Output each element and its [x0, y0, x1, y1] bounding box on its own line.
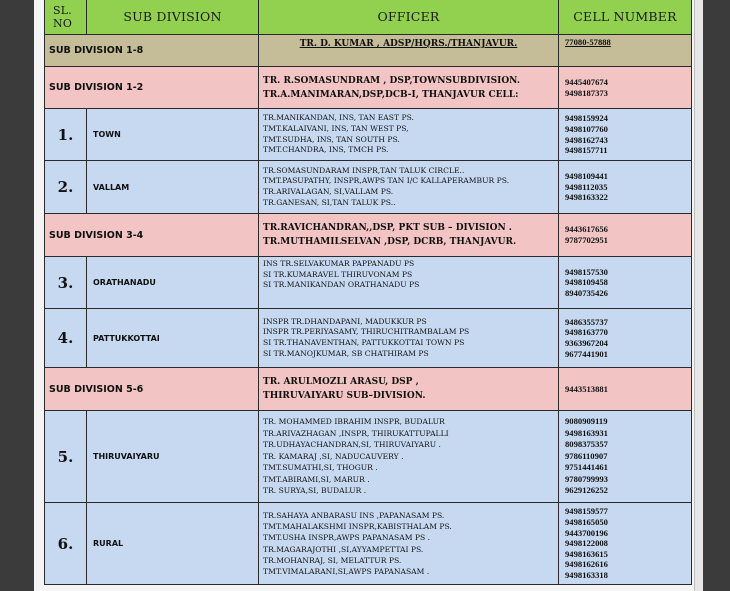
table-header-row — [45, 0, 692, 35]
row-number: 4. — [45, 309, 87, 368]
row-number: 2. — [45, 161, 87, 214]
cell-number-list: 9445407674 9498187373 — [559, 67, 692, 109]
cell-number: 9443513881 — [559, 368, 692, 411]
cell-number: 77080-57888 — [559, 35, 692, 67]
table-row-town — [45, 109, 692, 161]
sub-division-label: SUB DIVISION 1-2 — [45, 67, 259, 109]
table-row-rural — [45, 503, 692, 585]
table-row-pattukkottai — [45, 309, 692, 368]
officer-list: TR.SOMASUNDARAM INSPR,TAN TALUK CIRCLE.. TMT.PASUPATHY, INSPR,AWPS TAN I/C KALLAPERAMBUR PS. TR.ARIVALAGAN, SI,VALLAM PS. TR.GANESAN, SI,TAN TALUK PS.. — [259, 161, 559, 214]
cell-number-list: 9498159924 9498107760 9498162743 9498157711 — [559, 109, 692, 161]
row-number: 5. — [45, 411, 87, 503]
header-sub-division: SUB DIVISION — [87, 0, 259, 35]
station-name: THIRUVAIYARU — [87, 411, 259, 503]
cell-number-list: 9443617656 9787702951 — [559, 214, 692, 257]
officer-list: TR. MOHAMMED IBRAHIM INSPR, BUDALUR TR.ARIVAZHAGAN ,INSPR, THIRUKATTUPALLI TR.UDHAYACHANDRAN,SI, THIRUVAIYARU . TR. KAMARAJ ,SI, NADUCAUVERY . TMT.SUMATHI,SI, THOGUR . TMT.ABIRAMI,SI, MARUR . TR. SURYA,SI, BUDALUR . — [259, 411, 559, 503]
table-row-vallam — [45, 161, 692, 214]
officer-list: TR.RAVICHANDRAN,,DSP, PKT SUB – DIVISION . TR.MUTHAMILSELVAN ,DSP, DCRB, THANJAVUR. — [259, 214, 559, 257]
officer-list: TR. R.SOMASUNDRAM , DSP,TOWNSUBDIVISION. TR.A.MANIMARAN,DSP,DCB-I, THANJAVUR CELL: — [259, 67, 559, 109]
cell-number-list: 9486355737 9498163770 9363967204 9677441901 — [559, 309, 692, 368]
cell-number-list: 9498157530 9498109458 8940735426 — [559, 257, 692, 309]
officer-name: TR. D. KUMAR , ADSP/HQRS./THANJAVUR. — [259, 35, 559, 67]
header-cell-number: CELL NUMBER — [559, 0, 692, 35]
row-number: 3. — [45, 257, 87, 309]
cell-number-list: 9498159577 9498165050 9443700196 9498122008 9498163615 9498162616 9498163318 — [559, 503, 692, 585]
station-name: TOWN — [87, 109, 259, 161]
table-row-sub-division-1-2 — [45, 67, 692, 109]
header-slno: SL. NO — [45, 0, 87, 35]
sub-division-label: SUB DIVISION 3-4 — [45, 214, 259, 257]
header-officer: OFFICER — [259, 0, 559, 35]
row-number: 6. — [45, 503, 87, 585]
station-name: PATTUKKOTTAI — [87, 309, 259, 368]
row-number: 1. — [45, 109, 87, 161]
station-name: VALLAM — [87, 161, 259, 214]
cell-number-list: 9080909119 9498163931 8098375357 9786110907 9751441461 9780799993 9629126252 — [559, 411, 692, 503]
table-row-thiruvaiyaru — [45, 411, 692, 503]
officer-list: TR.SAHAYA ANBARASU INS ,PAPANASAM PS. TMT.MAHALAKSHMI INSPR,KABISTHALAM PS. TMT.USHA INSPR,AWPS PAPANASAM PS . TR.MAGARAJOTHI ,SI,AYYAMPETTAI PS. TR.MOHANRAJ, SI, MELATTUR PS. TMT.VIMALARANI,SI,AWPS PAPANASAM . — [259, 503, 559, 585]
table-row-sub-division-3-4 — [45, 214, 692, 257]
officer-list: INSPR TR.DHANDAPANI, MADUKKUR PS INSPR TR.PERIYASAMY, THIRUCHITRAMBALAM PS SI TR.THANAVENTHAN, PATTUKKOTTAI TOWN PS SI TR.MANOJKUMAR, SB CHATHIRAM PS — [259, 309, 559, 368]
sub-division-label: SUB DIVISION 1-8 — [45, 35, 259, 67]
station-name: ORATHANADU — [87, 257, 259, 309]
table-row-sub-division-1-8 — [45, 35, 692, 67]
officer-list: INS TR.SELVAKUMAR PAPPANADU PS SI TR.KUMARAVEL THIRUVONAM PS SI TR.MANIKANDAN ORATHANADU PS — [259, 257, 559, 309]
table-row-sub-division-5-6 — [45, 368, 692, 411]
cell-number-list: 9498109441 9498112035 9498163322 — [559, 161, 692, 214]
officer-list: TR. ARULMOZLI ARASU, DSP , THIRUVAIYARU SUB–DIVISION. — [259, 368, 559, 411]
sub-division-label: SUB DIVISION 5-6 — [45, 368, 259, 411]
page-edge — [694, 0, 703, 591]
table-row-orathanadu — [45, 257, 692, 309]
document-page — [34, 0, 702, 591]
officer-list: TR.MANIKANDAN, INS, TAN EAST PS. TMT.KALAIVANI, INS, TAN WEST PS, TMT.SUDHA, INS, TAN SOUTH PS. TMT.CHANDRA, INS, TMCH PS. — [259, 109, 559, 161]
officer-contact-table — [44, 0, 692, 585]
station-name: RURAL — [87, 503, 259, 585]
